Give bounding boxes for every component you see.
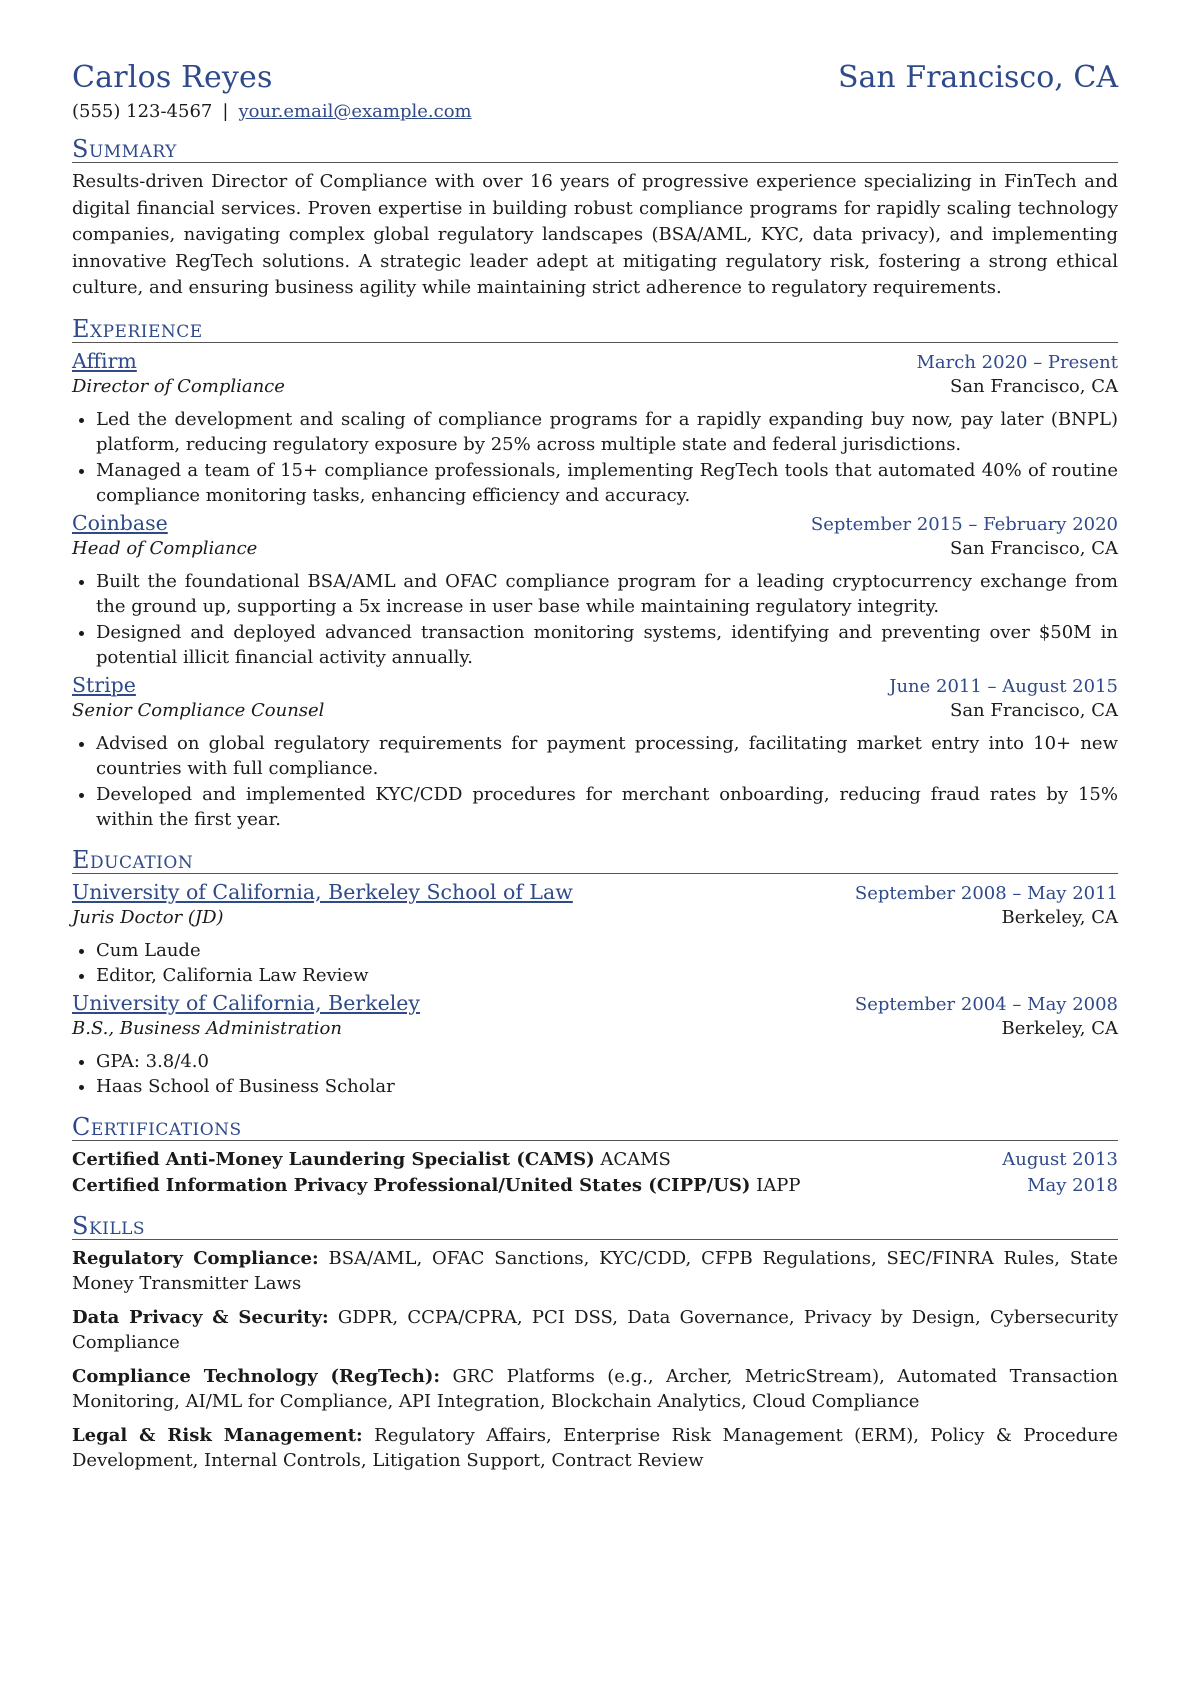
skill-category: Legal & Risk Management: — [72, 1424, 363, 1446]
job-location: San Francisco, CA — [949, 375, 1118, 397]
school-location: Berkeley, CA — [1001, 1017, 1118, 1039]
skill-list: GDPR, CCPA/CPRA, PCI DSS, Data Governance, Privacy by Design, Cybersecurity Compliance — [72, 1306, 1119, 1353]
certification-name: Certified Information Privacy Professional/United States (CIPP/US) — [72, 1174, 751, 1196]
skill-group — [72, 1246, 1118, 1297]
school-link[interactable]: University of California, Berkeley — [72, 990, 420, 1015]
resume-header — [72, 60, 1118, 95]
education-dates: September 2004 – May 2008 — [854, 993, 1118, 1015]
degree: B.S., Business Administration — [72, 1017, 342, 1039]
job-title: Head of Compliance — [72, 537, 258, 559]
skill-category: Regulatory Compliance: — [72, 1247, 319, 1269]
school-link[interactable]: University of California, Berkeley School of Law — [72, 879, 573, 904]
experience-entry — [72, 349, 1118, 509]
header-location: San Francisco, CA — [837, 60, 1118, 95]
achievement-item: • Managed a team of 15+ compliance professionals, implementing RegTech tools that automated 40% of routine compliance monitoring tasks, enhancing efficiency and accuracy. — [96, 458, 1118, 509]
section-title-summary: Summary — [72, 136, 1118, 163]
education-dates: September 2008 – May 2011 — [854, 882, 1118, 904]
honor-item: • Haas School of Business Scholar — [96, 1074, 1118, 1100]
employer-link[interactable]: Affirm — [72, 348, 137, 373]
job-location: San Francisco, CA — [949, 699, 1118, 721]
achievement-list — [72, 731, 1118, 833]
certification-date: August 2013 — [1002, 1148, 1118, 1170]
employment-dates: September 2015 – February 2020 — [810, 513, 1118, 535]
achievement-list — [72, 407, 1118, 509]
skill-list: Regulatory Affairs, Enterprise Risk Management (ERM), Policy & Procedure Development, Internal Controls, Litigation Support, Contract Review — [72, 1424, 1118, 1471]
achievement-item: • Developed and implemented KYC/CDD procedures for merchant onboarding, reducing fraud rates by 15% within the first year. — [96, 782, 1118, 833]
phone-number: (555) 123-4567 — [72, 101, 213, 122]
certification-row — [72, 1147, 1118, 1173]
achievement-item: • Built the foundational BSA/AML and OFAC compliance program for a leading cryptocurrency exchange from the ground up, supporting a 5x increase in user base while maintaining regulatory integrity. — [96, 569, 1118, 620]
honor-item: • Editor, California Law Review — [96, 963, 1118, 989]
summary-text: Results-driven Director of Compliance with over 16 years of progressive experience specializing in FinTech and digital financial services. Proven expertise in building robust compliance programs for rapidly scaling technology companies, navigating complex global regulatory landscapes (BSA/AML, KYC, data privacy), and implementing innovative RegTech solutions. A strategic leader adept at mitigating regulatory risk, fostering a strong ethical culture, and ensuring business agility while maintaining strict adherence to regulatory requirements. — [72, 171, 1118, 298]
job-title: Director of Compliance — [72, 375, 285, 397]
honors-list — [72, 938, 1118, 989]
school-location: Berkeley, CA — [1001, 906, 1118, 928]
job-location: San Francisco, CA — [949, 537, 1118, 559]
experience-entry — [72, 673, 1118, 833]
section-title-education: Education — [72, 847, 1118, 874]
section-title-skills: Skills — [72, 1213, 1118, 1240]
skill-group — [72, 1305, 1118, 1356]
certification-name: Certified Anti-Money Laundering Specialist (CAMS) — [72, 1148, 595, 1170]
contact-separator: | — [222, 101, 229, 122]
education-entry — [72, 991, 1118, 1100]
employer-link[interactable]: Stripe — [72, 672, 136, 697]
achievement-item: • Advised on global regulatory requirements for payment processing, facilitating market entry into 10+ new countries with full compliance. — [96, 731, 1118, 782]
achievement-item: • Led the development and scaling of compliance programs for a rapidly expanding buy now, pay later (BNPL) platform, reducing regulatory exposure by 25% across multiple state and federal jurisdictions. — [96, 407, 1118, 458]
candidate-name: Carlos Reyes — [72, 60, 273, 95]
skill-category: Data Privacy & Security: — [72, 1306, 329, 1328]
certification-issuer: IAPP — [756, 1174, 801, 1196]
employment-dates: June 2011 – August 2015 — [889, 675, 1118, 697]
education-entry — [72, 880, 1118, 989]
achievement-list — [72, 569, 1118, 671]
contact-line — [72, 101, 1118, 122]
certification-row — [72, 1173, 1118, 1199]
honors-list — [72, 1049, 1118, 1100]
skill-list: GRC Platforms (e.g., Archer, MetricStream), Automated Transaction Monitoring, AI/ML for Compliance, API Integration, Blockchain Analytics, Cloud Compliance — [72, 1365, 1118, 1412]
skill-group — [72, 1423, 1118, 1474]
experience-entry — [72, 511, 1118, 671]
honor-item: • GPA: 3.8/4.0 — [96, 1049, 1118, 1075]
skill-list: BSA/AML, OFAC Sanctions, KYC/CDD, CFPB Regulations, SEC/FINRA Rules, State Money Transmitter Laws — [72, 1247, 1118, 1294]
skill-category: Compliance Technology (RegTech): — [72, 1365, 441, 1387]
section-title-certifications: Certifications — [72, 1114, 1118, 1141]
degree: Juris Doctor (JD) — [72, 906, 224, 928]
job-title: Senior Compliance Counsel — [72, 699, 325, 721]
employer-link[interactable]: Coinbase — [72, 510, 168, 535]
certification-date: May 2018 — [1027, 1174, 1118, 1196]
certification-issuer: ACAMS — [600, 1148, 671, 1170]
achievement-item: • Designed and deployed advanced transaction monitoring systems, identifying and preventing over $50M in potential illicit financial activity annually. — [96, 620, 1118, 671]
honor-item: • Cum Laude — [96, 938, 1118, 964]
skill-group — [72, 1364, 1118, 1415]
email-link[interactable]: your.email@example.com — [238, 101, 472, 122]
section-title-experience: Experience — [72, 316, 1118, 343]
employment-dates: March 2020 – Present — [916, 351, 1118, 373]
